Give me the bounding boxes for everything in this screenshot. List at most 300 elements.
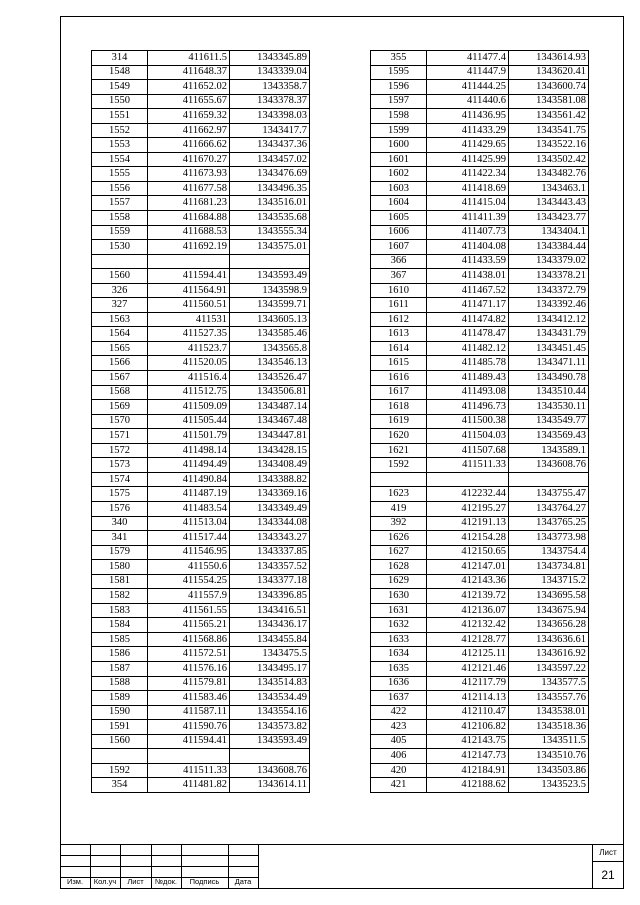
x-coordinate-cell: 411670.27 [148,152,230,167]
table-row [92,574,310,589]
point-number-cell: 1611 [371,298,427,313]
point-number-cell: 1581 [92,574,148,589]
point-number-cell: 1618 [371,400,427,415]
y-coordinate-cell: 1343345.89 [230,51,310,66]
y-coordinate-cell: 1343585.46 [230,327,310,342]
x-coordinate-cell: 411568.86 [148,632,230,647]
x-coordinate-cell: 412128.77 [427,632,509,647]
x-coordinate-cell: 411560.51 [148,298,230,313]
point-number-cell: 1619 [371,414,427,429]
point-number-cell: 1576 [92,501,148,516]
table-row [92,385,310,400]
y-coordinate-cell: 1343561.42 [509,109,589,124]
x-coordinate-cell: 411531 [148,312,230,327]
point-number-cell: 1574 [92,472,148,487]
y-coordinate-cell: 1343516.01 [230,196,310,211]
point-number-cell: 1604 [371,196,427,211]
y-coordinate-cell: 1343546.13 [230,356,310,371]
x-coordinate-cell: 412191.13 [427,516,509,531]
y-coordinate-cell: 1343344.08 [230,516,310,531]
table-row [371,763,589,778]
x-coordinate-cell: 412150.65 [427,545,509,560]
point-number-cell: 1628 [371,560,427,575]
y-coordinate-cell: 1343506.81 [230,385,310,400]
x-coordinate-cell: 412132.42 [427,618,509,633]
x-coordinate-cell: 411411.39 [427,211,509,226]
point-number-cell: 1616 [371,371,427,386]
x-coordinate-cell: 411565.21 [148,618,230,633]
x-coordinate-cell: 411483.54 [148,501,230,516]
x-coordinate-cell: 411505.44 [148,414,230,429]
y-coordinate-cell: 1343339.04 [230,65,310,80]
y-coordinate-cell: 1343502.42 [509,152,589,167]
point-number-cell: 1623 [371,487,427,502]
y-coordinate-cell: 1343423.77 [509,211,589,226]
y-coordinate-cell: 1343675.94 [509,603,589,618]
point-number-cell: 1615 [371,356,427,371]
y-coordinate-cell: 1343593.49 [230,269,310,284]
point-number-cell: 1596 [371,80,427,95]
table-row [371,705,589,720]
table-row [371,501,589,516]
y-coordinate-cell [230,749,310,764]
table-row [371,574,589,589]
x-coordinate-cell: 411516.4 [148,371,230,386]
y-coordinate-cell: 1343463.1 [509,181,589,196]
y-coordinate-cell: 1343436.17 [230,618,310,633]
point-number-cell: 1551 [92,109,148,124]
x-coordinate-cell: 411512.75 [148,385,230,400]
title-block-stamp [60,844,624,889]
y-coordinate-cell: 1343597.22 [509,661,589,676]
x-coordinate-cell: 411662.97 [148,123,230,138]
point-number-cell: 1631 [371,603,427,618]
point-number-cell: 1630 [371,589,427,604]
point-number-cell: 1605 [371,211,427,226]
x-coordinate-cell: 411485.78 [427,356,509,371]
table-row [92,138,310,153]
x-coordinate-cell: 411490.84 [148,472,230,487]
y-coordinate-cell: 1343471.11 [509,356,589,371]
point-number-cell: 1556 [92,181,148,196]
y-coordinate-cell: 1343337.85 [230,545,310,560]
point-number-cell: 314 [92,51,148,66]
x-coordinate-cell: 411594.41 [148,734,230,749]
point-number-cell: 1607 [371,240,427,255]
table-row [92,94,310,109]
x-coordinate-cell: 412114.13 [427,691,509,706]
x-coordinate-cell: 411681.23 [148,196,230,211]
table-row [371,327,589,342]
y-coordinate-cell: 1343522.16 [509,138,589,153]
x-coordinate-cell: 411648.37 [148,65,230,80]
table-row [371,109,589,124]
y-coordinate-cell: 1343388.82 [230,472,310,487]
point-number-cell: 1635 [371,661,427,676]
x-coordinate-cell: 411659.32 [148,109,230,124]
table-row [92,152,310,167]
table-row [371,269,589,284]
table-row [92,414,310,429]
y-coordinate-cell: 1343476.69 [230,167,310,182]
y-coordinate-cell: 1343581.08 [509,94,589,109]
x-coordinate-cell: 412195.27 [427,501,509,516]
y-coordinate-cell: 1343510.76 [509,749,589,764]
y-coordinate-cell: 1343398.03 [230,109,310,124]
y-coordinate-cell: 1343593.49 [230,734,310,749]
point-number-cell: 1553 [92,138,148,153]
y-coordinate-cell: 1343384.44 [509,240,589,255]
x-coordinate-cell: 411688.53 [148,225,230,240]
table-row [371,240,589,255]
y-coordinate-cell: 1343608.76 [509,458,589,473]
point-number-cell: 423 [371,720,427,735]
table-row [371,181,589,196]
x-coordinate-cell: 411517.44 [148,531,230,546]
table-row [92,240,310,255]
x-coordinate-cell: 412147.73 [427,749,509,764]
y-coordinate-cell: 1343495.17 [230,661,310,676]
table-row [92,109,310,124]
x-coordinate-cell [148,749,230,764]
table-row [92,429,310,444]
y-coordinate-cell: 1343764.27 [509,501,589,516]
y-coordinate-cell: 1343443.43 [509,196,589,211]
table-row [371,414,589,429]
table-row [92,763,310,778]
y-coordinate-cell: 1343523.5 [509,778,589,793]
x-coordinate-cell: 411692.19 [148,240,230,255]
table-row [371,167,589,182]
x-coordinate-cell [148,254,230,269]
table-row [92,661,310,676]
x-coordinate-cell: 411554.25 [148,574,230,589]
stamp-label-date: Дата [234,877,252,886]
x-coordinate-cell: 411487.19 [148,487,230,502]
point-number-cell: 1592 [371,458,427,473]
table-row [92,80,310,95]
y-coordinate-cell: 1343416.51 [230,603,310,618]
x-coordinate-cell: 411511.33 [427,458,509,473]
x-coordinate-cell: 412136.07 [427,603,509,618]
y-coordinate-cell: 1343765.25 [509,516,589,531]
point-number-cell: 1621 [371,443,427,458]
point-number-cell: 1637 [371,691,427,706]
x-coordinate-cell: 411493.08 [427,385,509,400]
y-coordinate-cell: 1343490.78 [509,371,589,386]
table-row [371,443,589,458]
x-coordinate-cell: 411422.34 [427,167,509,182]
y-coordinate-cell: 1343396.85 [230,589,310,604]
point-number-cell: 1629 [371,574,427,589]
table-row [371,298,589,313]
table-row [371,720,589,735]
table-row [92,400,310,415]
table-row [92,196,310,211]
point-number-cell: 1582 [92,589,148,604]
table-row [92,531,310,546]
point-number-cell: 406 [371,749,427,764]
point-number-cell: 1610 [371,283,427,298]
table-row [92,327,310,342]
x-coordinate-cell: 412117.79 [427,676,509,691]
point-number-cell: 1599 [371,123,427,138]
table-row [371,458,589,473]
y-coordinate-cell: 1343565.8 [230,341,310,356]
x-coordinate-cell: 411673.93 [148,167,230,182]
x-coordinate-cell: 411572.51 [148,647,230,662]
y-coordinate-cell: 1343600.74 [509,80,589,95]
x-coordinate-cell: 411677.58 [148,181,230,196]
table-row [92,458,310,473]
table-row [371,152,589,167]
point-number-cell: 1572 [92,443,148,458]
x-coordinate-cell: 411550.6 [148,560,230,575]
y-coordinate-cell: 1343614.93 [509,51,589,66]
table-row [92,778,310,793]
y-coordinate-cell: 1343773.98 [509,531,589,546]
x-coordinate-cell: 412106.82 [427,720,509,735]
table-row [92,254,310,269]
table-row [92,211,310,226]
x-coordinate-cell: 411511.33 [148,763,230,778]
table-row [371,225,589,240]
x-coordinate-cell: 412154.28 [427,531,509,546]
stamp-label-signature: Подпись [189,877,220,886]
x-coordinate-cell: 411509.09 [148,400,230,415]
x-coordinate-cell: 411652.02 [148,80,230,95]
point-number-cell: 1585 [92,632,148,647]
x-coordinate-cell: 412184.91 [427,763,509,778]
y-coordinate-cell: 1343404.1 [509,225,589,240]
x-coordinate-cell: 411546.95 [148,545,230,560]
table-row [92,647,310,662]
point-number-cell: 1563 [92,312,148,327]
y-coordinate-cell: 1343357.52 [230,560,310,575]
x-coordinate-cell: 411504.03 [427,429,509,444]
y-coordinate-cell: 1343377.18 [230,574,310,589]
x-coordinate-cell: 411579.81 [148,676,230,691]
x-coordinate-cell: 411436.95 [427,109,509,124]
x-coordinate-cell: 411500.38 [427,414,509,429]
y-coordinate-cell: 1343549.77 [509,414,589,429]
point-number-cell: 1632 [371,618,427,633]
y-coordinate-cell: 1343467.48 [230,414,310,429]
x-coordinate-cell: 412125.11 [427,647,509,662]
y-coordinate-cell: 1343412.12 [509,312,589,327]
point-number-cell: 1569 [92,400,148,415]
y-coordinate-cell: 1343598.9 [230,283,310,298]
x-coordinate-cell: 411474.82 [427,312,509,327]
table-row [92,487,310,502]
x-coordinate-cell: 412188.62 [427,778,509,793]
x-coordinate-cell: 411496.73 [427,400,509,415]
table-row [371,603,589,618]
table-row [92,603,310,618]
table-row [92,312,310,327]
y-coordinate-cell: 1343447.81 [230,429,310,444]
point-number-cell: 1552 [92,123,148,138]
table-row [92,501,310,516]
y-coordinate-cell: 1343526.47 [230,371,310,386]
point-number-cell: 327 [92,298,148,313]
table-row [371,676,589,691]
y-coordinate-cell: 1343636.61 [509,632,589,647]
y-coordinate-cell: 1343538.01 [509,705,589,720]
y-coordinate-cell: 1343487.14 [230,400,310,415]
x-coordinate-cell: 411433.59 [427,254,509,269]
x-coordinate-cell: 411684.88 [148,211,230,226]
y-coordinate-cell: 1343514.83 [230,676,310,691]
x-coordinate-cell: 411557.9 [148,589,230,604]
y-coordinate-cell: 1343608.76 [230,763,310,778]
x-coordinate-cell: 411501.79 [148,429,230,444]
point-number-cell: 1617 [371,385,427,400]
stamp-label-doc-number: №док. [155,877,177,886]
table-row [92,472,310,487]
table-row [371,254,589,269]
point-number-cell: 367 [371,269,427,284]
y-coordinate-cell: 1343557.76 [509,691,589,706]
point-number-cell: 326 [92,283,148,298]
point-number-cell: 1560 [92,734,148,749]
y-coordinate-cell: 1343511.5 [509,734,589,749]
stamp-label-sheet: Лист [127,877,144,886]
point-number-cell: 1565 [92,341,148,356]
x-coordinate-cell: 411438.01 [427,269,509,284]
table-row [371,211,589,226]
x-coordinate-cell: 411587.11 [148,705,230,720]
y-coordinate-cell: 1343518.36 [509,720,589,735]
y-coordinate-cell: 1343378.37 [230,94,310,109]
point-number-cell: 1602 [371,167,427,182]
point-number-cell: 1573 [92,458,148,473]
x-coordinate-cell: 411433.29 [427,123,509,138]
table-row [92,560,310,575]
y-coordinate-cell: 1343734.81 [509,560,589,575]
table-row [92,371,310,386]
table-row [92,618,310,633]
point-number-cell: 1554 [92,152,148,167]
y-coordinate-cell: 1343349.49 [230,501,310,516]
x-coordinate-cell: 411576.16 [148,661,230,676]
point-number-cell [371,472,427,487]
y-coordinate-cell: 1343417.7 [230,123,310,138]
y-coordinate-cell: 1343589.1 [509,443,589,458]
y-coordinate-cell: 1343369.16 [230,487,310,502]
point-number-cell: 1570 [92,414,148,429]
coordinates-table-right [370,50,589,793]
point-number-cell: 1586 [92,647,148,662]
y-coordinate-cell: 1343428.15 [230,443,310,458]
point-number-cell: 354 [92,778,148,793]
x-coordinate-cell: 412232.44 [427,487,509,502]
y-coordinate-cell: 1343431.79 [509,327,589,342]
table-row [92,720,310,735]
point-number-cell: 1634 [371,647,427,662]
point-number-cell: 1587 [92,661,148,676]
y-coordinate-cell: 1343616.92 [509,647,589,662]
y-coordinate-cell: 1343457.02 [230,152,310,167]
y-coordinate-cell: 1343392.46 [509,298,589,313]
table-row [371,341,589,356]
y-coordinate-cell: 1343656.28 [509,618,589,633]
table-row [371,385,589,400]
point-number-cell: 1580 [92,560,148,575]
y-coordinate-cell: 1343475.5 [230,647,310,662]
table-row [92,676,310,691]
point-number-cell: 421 [371,778,427,793]
table-row [371,80,589,95]
table-row [371,472,589,487]
sheet-number: 21 [601,868,615,882]
x-coordinate-cell: 411507.68 [427,443,509,458]
x-coordinate-cell: 411429.65 [427,138,509,153]
x-coordinate-cell: 411447.9 [427,65,509,80]
x-coordinate-cell: 411478.47 [427,327,509,342]
point-number-cell: 1626 [371,531,427,546]
y-coordinate-cell: 1343754.4 [509,545,589,560]
point-number-cell: 1614 [371,341,427,356]
x-coordinate-cell: 411520.05 [148,356,230,371]
y-coordinate-cell: 1343534.49 [230,691,310,706]
x-coordinate-cell: 411564.91 [148,283,230,298]
point-number-cell: 340 [92,516,148,531]
table-row [92,225,310,240]
point-number-cell: 1589 [92,691,148,706]
table-row [371,312,589,327]
x-coordinate-cell: 411561.55 [148,603,230,618]
x-coordinate-cell: 411440.6 [427,94,509,109]
y-coordinate-cell: 1343378.21 [509,269,589,284]
y-coordinate-cell: 1343451.45 [509,341,589,356]
point-number-cell: 1633 [371,632,427,647]
y-coordinate-cell: 1343379.02 [509,254,589,269]
y-coordinate-cell: 1343503.86 [509,763,589,778]
x-coordinate-cell: 411494.49 [148,458,230,473]
y-coordinate-cell: 1343569.43 [509,429,589,444]
y-coordinate-cell: 1343437.36 [230,138,310,153]
x-coordinate-cell: 411655.67 [148,94,230,109]
table-row [371,51,589,66]
table-row [371,429,589,444]
y-coordinate-cell: 1343408.49 [230,458,310,473]
y-coordinate-cell: 1343715.2 [509,574,589,589]
table-row [92,298,310,313]
x-coordinate-cell: 412121.46 [427,661,509,676]
x-coordinate-cell: 411611.5 [148,51,230,66]
x-coordinate-cell: 411404.08 [427,240,509,255]
point-number-cell: 420 [371,763,427,778]
point-number-cell: 1567 [92,371,148,386]
x-coordinate-cell: 411594.41 [148,269,230,284]
table-row [371,632,589,647]
table-row [371,400,589,415]
point-number-cell: 1627 [371,545,427,560]
point-number-cell: 341 [92,531,148,546]
table-row [371,749,589,764]
x-coordinate-cell: 411477.4 [427,51,509,66]
x-coordinate-cell [427,472,509,487]
point-number-cell: 1559 [92,225,148,240]
y-coordinate-cell: 1343620.41 [509,65,589,80]
stamp-label-count: Кол.уч [93,877,117,886]
point-number-cell: 1568 [92,385,148,400]
table-row [92,65,310,80]
point-number-cell: 1583 [92,603,148,618]
point-number-cell: 1557 [92,196,148,211]
table-row [92,691,310,706]
